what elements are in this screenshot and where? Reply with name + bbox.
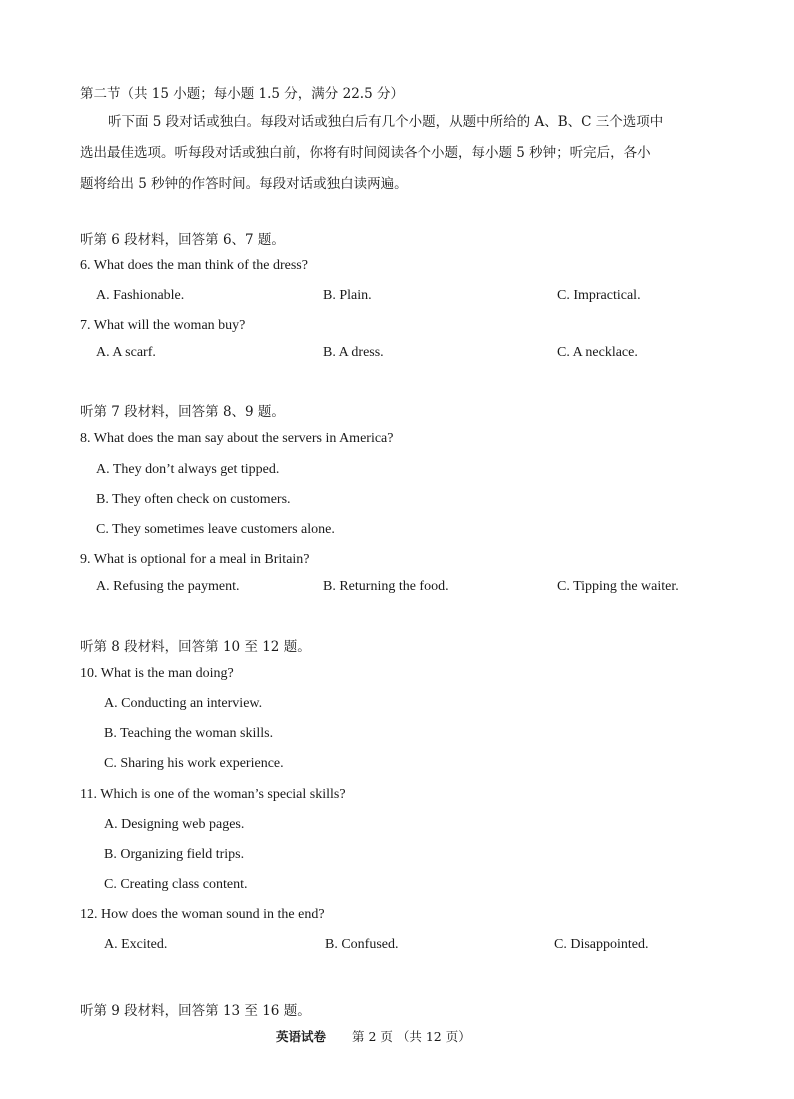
- question-7-option-c[interactable]: C. A necklace.: [557, 345, 638, 360]
- question-9-option-c[interactable]: C. Tipping the waiter.: [557, 579, 679, 594]
- question-11-option-a[interactable]: A. Designing web pages.: [104, 817, 245, 832]
- question-9-option-b[interactable]: B. Returning the food.: [323, 579, 449, 594]
- group-label-7: 听第 7 段材料，回答第 8、9 题。: [80, 404, 285, 420]
- question-stem-10: 10. What is the man doing?: [80, 666, 234, 681]
- question-12-option-a[interactable]: A. Excited.: [104, 937, 168, 952]
- question-6-option-a[interactable]: A. Fashionable.: [96, 288, 185, 303]
- question-10-option-b[interactable]: B. Teaching the woman skills.: [104, 726, 274, 741]
- question-stem-6: 6. What does the man think of the dress?: [80, 258, 308, 273]
- instruction-line-2: 选出最佳选项。听每段对话或独白前，你将有时间阅读各个小题，每小题 5 秒钟；听完后，各小: [80, 145, 651, 161]
- question-9-option-a[interactable]: A. Refusing the payment.: [96, 579, 240, 594]
- instruction-line-3: 题将给出 5 秒钟的作答时间。每段对话或独白读两遍。: [80, 176, 408, 192]
- question-8-option-c[interactable]: C. They sometimes leave customers alone.: [96, 522, 335, 537]
- instruction-line-1: 听下面 5 段对话或独白。每段对话或独白后有几个小题，从题中所给的 A、B、C 三个选项中: [108, 114, 664, 130]
- question-stem-12: 12. How does the woman sound in the end?: [80, 907, 325, 922]
- question-8-option-b[interactable]: B. They often check on customers.: [96, 492, 291, 507]
- question-10-option-a[interactable]: A. Conducting an interview.: [104, 696, 263, 711]
- question-12-option-c[interactable]: C. Disappointed.: [554, 937, 649, 952]
- question-10-option-c[interactable]: C. Sharing his work experience.: [104, 756, 284, 771]
- group-label-6: 听第 6 段材料，回答第 6、7 题。: [80, 232, 285, 248]
- question-7-option-b[interactable]: B. A dress.: [323, 345, 384, 360]
- question-12-option-b[interactable]: B. Confused.: [325, 937, 399, 952]
- question-stem-9: 9. What is optional for a meal in Britain?: [80, 552, 310, 567]
- question-6-option-c[interactable]: C. Impractical.: [557, 288, 641, 303]
- question-8-option-a[interactable]: A. They don’t always get tipped.: [96, 462, 280, 477]
- question-6-option-b[interactable]: B. Plain.: [323, 288, 372, 303]
- footer-page-number: 第 2 页 （共 12 页）: [352, 1029, 471, 1044]
- question-stem-8: 8. What does the man say about the servers in America?: [80, 431, 394, 446]
- footer-subject: 英语试卷: [276, 1029, 327, 1044]
- question-11-option-c[interactable]: C. Creating class content.: [104, 877, 248, 892]
- question-7-option-a[interactable]: A. A scarf.: [96, 345, 156, 360]
- group-label-9: 听第 9 段材料，回答第 13 至 16 题。: [80, 1003, 311, 1019]
- question-stem-11: 11. Which is one of the woman’s special skills?: [80, 787, 346, 802]
- group-label-8: 听第 8 段材料，回答第 10 至 12 题。: [80, 639, 311, 655]
- question-stem-7: 7. What will the woman buy?: [80, 318, 246, 333]
- section-instructions: [80, 107, 720, 200]
- question-11-option-b[interactable]: B. Organizing field trips.: [104, 847, 245, 862]
- section-heading: 第二节（共 15 小题；每小题 1.5 分，满分 22.5 分）: [80, 86, 404, 102]
